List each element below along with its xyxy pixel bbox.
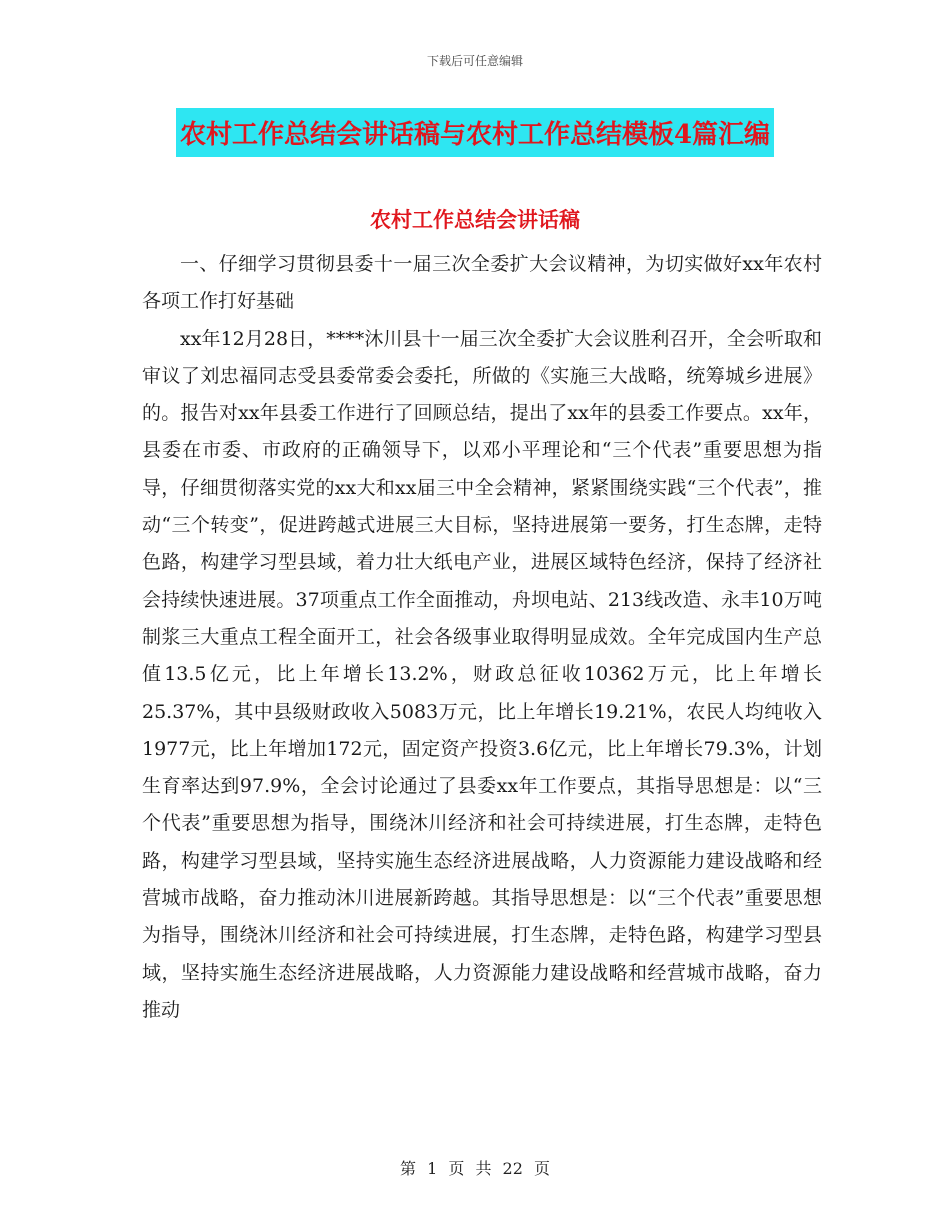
body-text <box>142 246 822 1029</box>
paragraph-heading: 一、仔细学习贯彻县委十一届三次全委扩大会议精神，为切实做好xx年农村各项工作打好基础 <box>142 253 822 313</box>
document-title-text: 农村工作总结会讲话稿与农村工作总结模板4篇汇编 <box>176 108 774 157</box>
document-title <box>0 108 950 157</box>
header-note: 下载后可任意编辑 <box>426 54 523 68</box>
section-title: 农村工作总结会讲话稿 <box>370 208 580 232</box>
paragraph-body: xx年12月28日，****沐川县十一届三次全委扩大会议胜利召开，全会听取和审议了刘忠福同志受县委常委会委托，所做的《实施三大战略，统筹城乡进展》的。报告对xx年县委工作进行了回顾总结，提出了xx年的县委工作要点。xx年，县委在市委、市政府的正确领导下，以邓小平理论和“三个代表”重要思想为指导，仔细贯彻落实党的xx大和xx届三中全会精神，紧紧围绕实践“三个代表”，推动“三个转变”，促进跨越式进展三大目标，坚持进展第一要务，打生态牌，走特色路，构建学习型县域，着力壮大纸电产业，进展区域特色经济，保持了经济社会持续快速进展。37项重点工作全面推动，舟坝电站、213线改造、永丰10万吨制浆三大重点工程全面开工，社会各级事业取得明显成效。全年完成国内生产总值13.5亿元，比上年增长13.2%，财政总征收10362万元，比上年增长25.37%，其中县级财政收入5083万元，比上年增长19.21%，农民人均纯收入1977元，比上年增加172元，固定资产投资3.6亿元，比上年增长79.3%，计划生育率达到97.9%，全会讨论通过了县委xx年工作要点，其指导思想是：以“三个代表”重要思想为指导，围绕沐川经济和社会可持续进展，打生态牌，走特色路，构建学习型县域，坚持实施生态经济进展战略，人力资源能力建设战略和经营城市战略，奋力推动沐川进展新跨越。其指导思想是：以“三个代表”重要思想为指导，围绕沐川经济和社会可持续进展，打生态牌，走特色路，构建学习型县域，坚持实施生态经济进展战略，人力资源能力建设战略和经营城市战略，奋力推动 <box>142 327 822 1021</box>
page-footer: 第 1 页 共 22 页 <box>400 1159 550 1178</box>
